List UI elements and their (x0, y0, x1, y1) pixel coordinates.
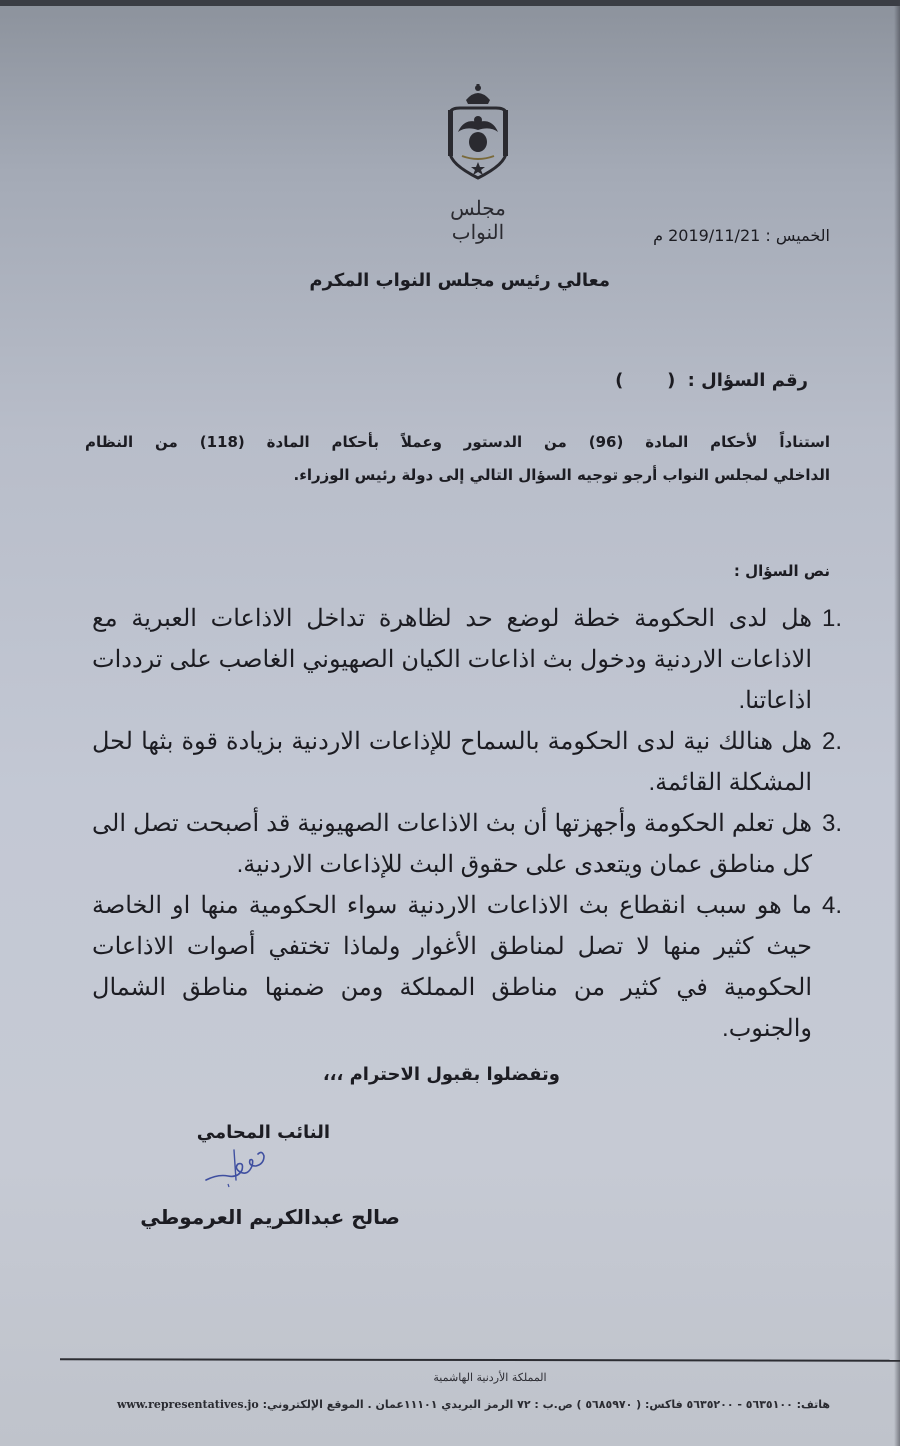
question-item-number: 4. (821, 892, 842, 919)
preamble-paragraph (85, 426, 830, 492)
photo-right-edge (894, 0, 900, 1446)
footer-website-link[interactable]: www.representatives.jo (116, 1398, 259, 1411)
question-item (92, 803, 842, 885)
question-item (92, 885, 842, 1049)
question-item-text: ما هو سبب انقطاع بث الاذاعات الاردنية سواء الحكومية منها او الخاصة حيث كثير منها لا تصل لمناطق الأغوار ولماذا تختفي أصوات الاذاعات الحكومية في كثير من مناطق المملكة ومن ضمنها مناطق الشمال والجنوب. (92, 892, 813, 1042)
question-item-text: هل لدى الحكومة خطة لوضع حد لظاهرة تداخل الاذاعات العبرية مع الاذاعات الاردنية ودخول بث اذاعات الكيان الصهيوني الغاصب على ترددات اذاعاتنا. (92, 605, 813, 714)
preamble-line-1: استناداً لأحكام المادة (96) من الدستور وعملاً بأحكام المادة (118) من النظام (85, 433, 830, 451)
question-number (615, 370, 808, 391)
question-number-value: ( ) (615, 370, 676, 391)
footer-divider (60, 1358, 900, 1361)
signer-name: صالح عبدالكريم العرموطي (140, 1205, 400, 1229)
date-suffix: م (653, 226, 663, 245)
question-item-number: 3. (821, 810, 842, 837)
addressee-heading: معالي رئيس مجلس النواب المكرم (309, 270, 610, 291)
question-item (92, 598, 842, 721)
signer-title: النائب المحامي (196, 1122, 330, 1143)
question-item-number: 2. (821, 728, 842, 755)
question-text-label: نص السؤال : (733, 562, 830, 580)
date-day-label: الخميس (775, 226, 830, 245)
date-value: 2019/11/21 (668, 226, 761, 245)
council-logo-text: مجلس النواب (450, 196, 506, 244)
preamble-line-2: الداخلي لمجلس النواب أرجو توجيه السؤال التالي إلى دولة رئيس الوزراء. (293, 466, 830, 484)
footer-contact-text: هاتف: ٥٦٣٥١٠٠ - ٥٦٣٥٢٠٠ فاكس: ( ٥٦٨٥٩٧٠ ) ص.ب : ٧٢ الرمز البريدي ١١١٠١عمان . الموقع الإلكتروني: (262, 1398, 830, 1411)
handwritten-signature-icon (198, 1140, 278, 1190)
question-item (92, 721, 842, 803)
photo-top-edge (0, 0, 900, 6)
footer-kingdom-logo-text: المملكة الأردنية الهاشمية (433, 1371, 547, 1384)
coat-of-arms-icon (438, 82, 518, 182)
question-item-text: هل تعلم الحكومة وأجهزتها أن بث الاذاعات الصهيونية قد أصبحت تصل الى كل مناطق عمان ويتعدى على حقوق البث للإذاعات الاردنية. (92, 810, 812, 878)
closing-line: وتفضلوا بقبول الاحترام ،،، (322, 1064, 560, 1085)
questions-list (92, 598, 842, 1049)
question-item-number: 1. (821, 605, 842, 632)
question-number-label: رقم السؤال : (687, 370, 808, 391)
date-separator: : (760, 226, 771, 245)
date-line (653, 226, 830, 245)
question-item-text: هل هنالك نية لدى الحكومة بالسماح للإذاعات الاردنية بزيادة قوة بثها لحل المشكلة القائمة. (92, 728, 812, 796)
footer-contact-info (116, 1398, 830, 1411)
